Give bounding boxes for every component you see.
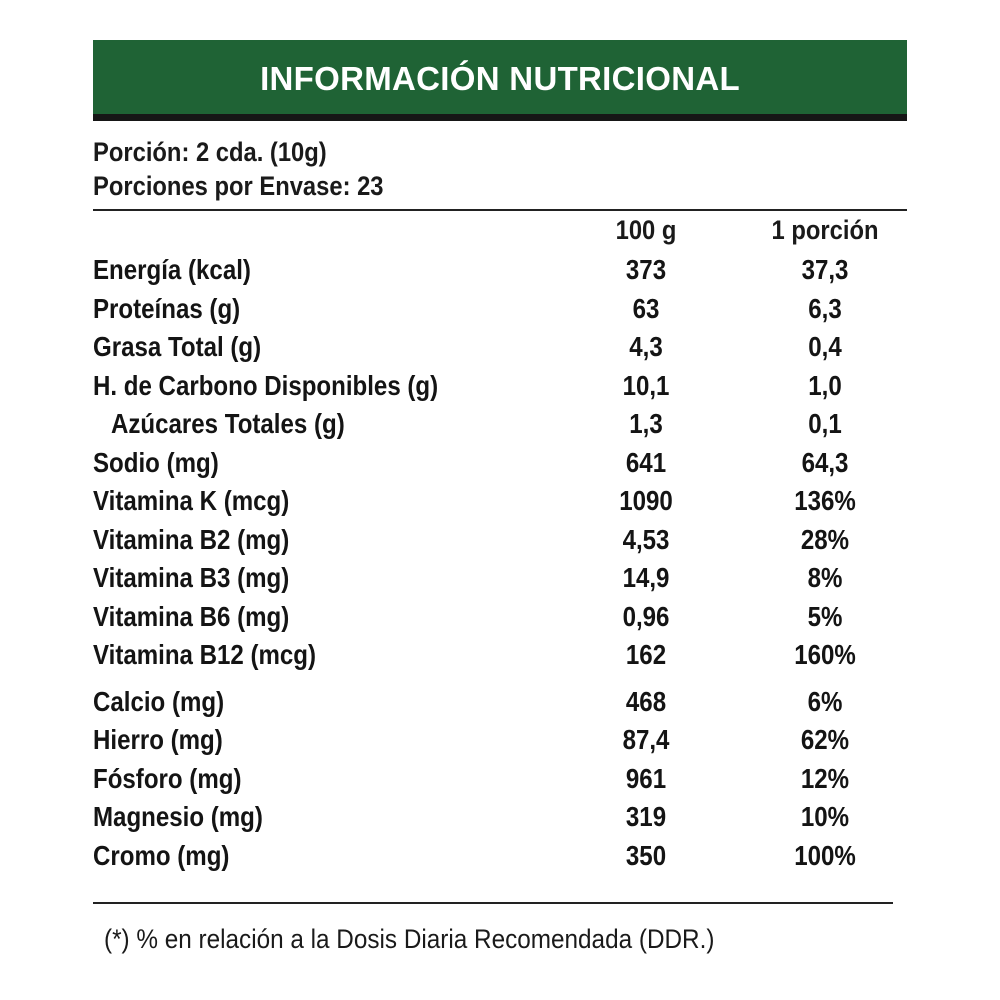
nutrient-row <box>93 328 907 367</box>
value-portion: 10% <box>800 801 850 832</box>
value-100g: 10,1 <box>622 369 670 401</box>
nutrient-row <box>93 482 907 521</box>
value-portion: 37,3 <box>801 254 849 285</box>
nutrient-row <box>93 367 907 406</box>
value-100g: 87,4 <box>622 724 670 755</box>
column-headers <box>93 211 907 251</box>
nutrient-row <box>93 683 907 722</box>
nutrient-name: Vitamina K (mcg) <box>93 485 290 516</box>
nutrient-row <box>93 251 907 290</box>
nutrient-name: H. de Carbono Disponibles (g) <box>93 369 439 401</box>
footer-divider <box>93 902 893 904</box>
value-100g: 14,9 <box>622 562 670 593</box>
value-portion: 12% <box>800 762 850 794</box>
nutrient-name: Cromo (mg) <box>93 839 230 871</box>
nutrient-name: Grasa Total (g) <box>93 331 262 362</box>
nutrient-row <box>93 521 907 560</box>
value-100g: 1090 <box>619 485 673 516</box>
value-100g: 0,96 <box>622 600 670 632</box>
value-portion: 8% <box>807 562 843 593</box>
value-100g: 4,3 <box>629 331 663 362</box>
nutrient-name: Hierro (mg) <box>93 724 223 755</box>
value-portion: 136% <box>794 485 856 516</box>
value-100g: 319 <box>625 801 667 832</box>
nutrient-row-sub <box>93 405 907 444</box>
column-header-portion: 1 porción <box>771 215 879 245</box>
nutrient-row <box>93 636 907 675</box>
value-portion: 0,4 <box>808 331 842 362</box>
nutrient-row <box>93 721 907 760</box>
value-100g: 63 <box>632 292 660 324</box>
value-100g: 350 <box>625 839 667 871</box>
portion-size: Porción: 2 cda. (10g) <box>93 137 327 167</box>
value-portion: 6,3 <box>808 292 842 324</box>
nutrient-row <box>93 760 907 799</box>
value-portion: 62% <box>800 724 850 755</box>
nutrient-row <box>93 598 907 637</box>
value-100g: 961 <box>625 762 667 794</box>
nutrient-name: Fósforo (mg) <box>93 762 242 794</box>
label-title: INFORMACIÓN NUTRICIONAL <box>260 60 740 97</box>
nutrient-row <box>93 798 907 837</box>
nutrient-name: Azúcares Totales (g) <box>111 408 345 439</box>
value-100g: 468 <box>625 685 667 717</box>
nutrient-name: Energía (kcal) <box>93 254 251 285</box>
value-portion: 100% <box>794 839 856 871</box>
value-100g: 373 <box>625 254 667 285</box>
serving-info <box>93 135 809 203</box>
nutrient-row <box>93 290 907 329</box>
portions-per-package: Porciones por Envase: 23 <box>93 171 384 201</box>
value-portion: 6% <box>807 685 843 717</box>
footnote: (*) % en relación a la Dosis Diaria Recomendada (DDR.) <box>104 924 715 954</box>
label-header <box>93 40 907 121</box>
value-100g: 162 <box>625 639 667 670</box>
value-portion: 160% <box>794 639 856 670</box>
value-100g: 1,3 <box>629 408 663 439</box>
nutrient-name: Vitamina B3 (mg) <box>93 562 290 593</box>
nutrient-row <box>93 837 907 876</box>
nutrient-row <box>93 559 907 598</box>
value-portion: 0,1 <box>808 408 842 439</box>
value-100g: 641 <box>625 446 667 478</box>
nutrient-table <box>93 251 907 875</box>
nutrient-name: Proteínas (g) <box>93 292 241 324</box>
nutrient-name: Vitamina B2 (mg) <box>93 523 290 555</box>
value-portion: 5% <box>807 600 843 632</box>
value-100g: 4,53 <box>622 523 670 555</box>
nutrient-name: Magnesio (mg) <box>93 801 263 832</box>
nutrient-name: Calcio (mg) <box>93 685 225 717</box>
nutrition-label <box>93 40 907 875</box>
nutrient-row <box>93 444 907 483</box>
value-portion: 28% <box>800 523 850 555</box>
value-portion: 1,0 <box>808 369 842 401</box>
nutrient-name: Vitamina B6 (mg) <box>93 600 290 632</box>
value-portion: 64,3 <box>801 446 849 478</box>
nutrient-name: Sodio (mg) <box>93 446 219 478</box>
nutrient-name: Vitamina B12 (mcg) <box>93 639 317 670</box>
column-header-100g: 100 g <box>615 215 677 245</box>
